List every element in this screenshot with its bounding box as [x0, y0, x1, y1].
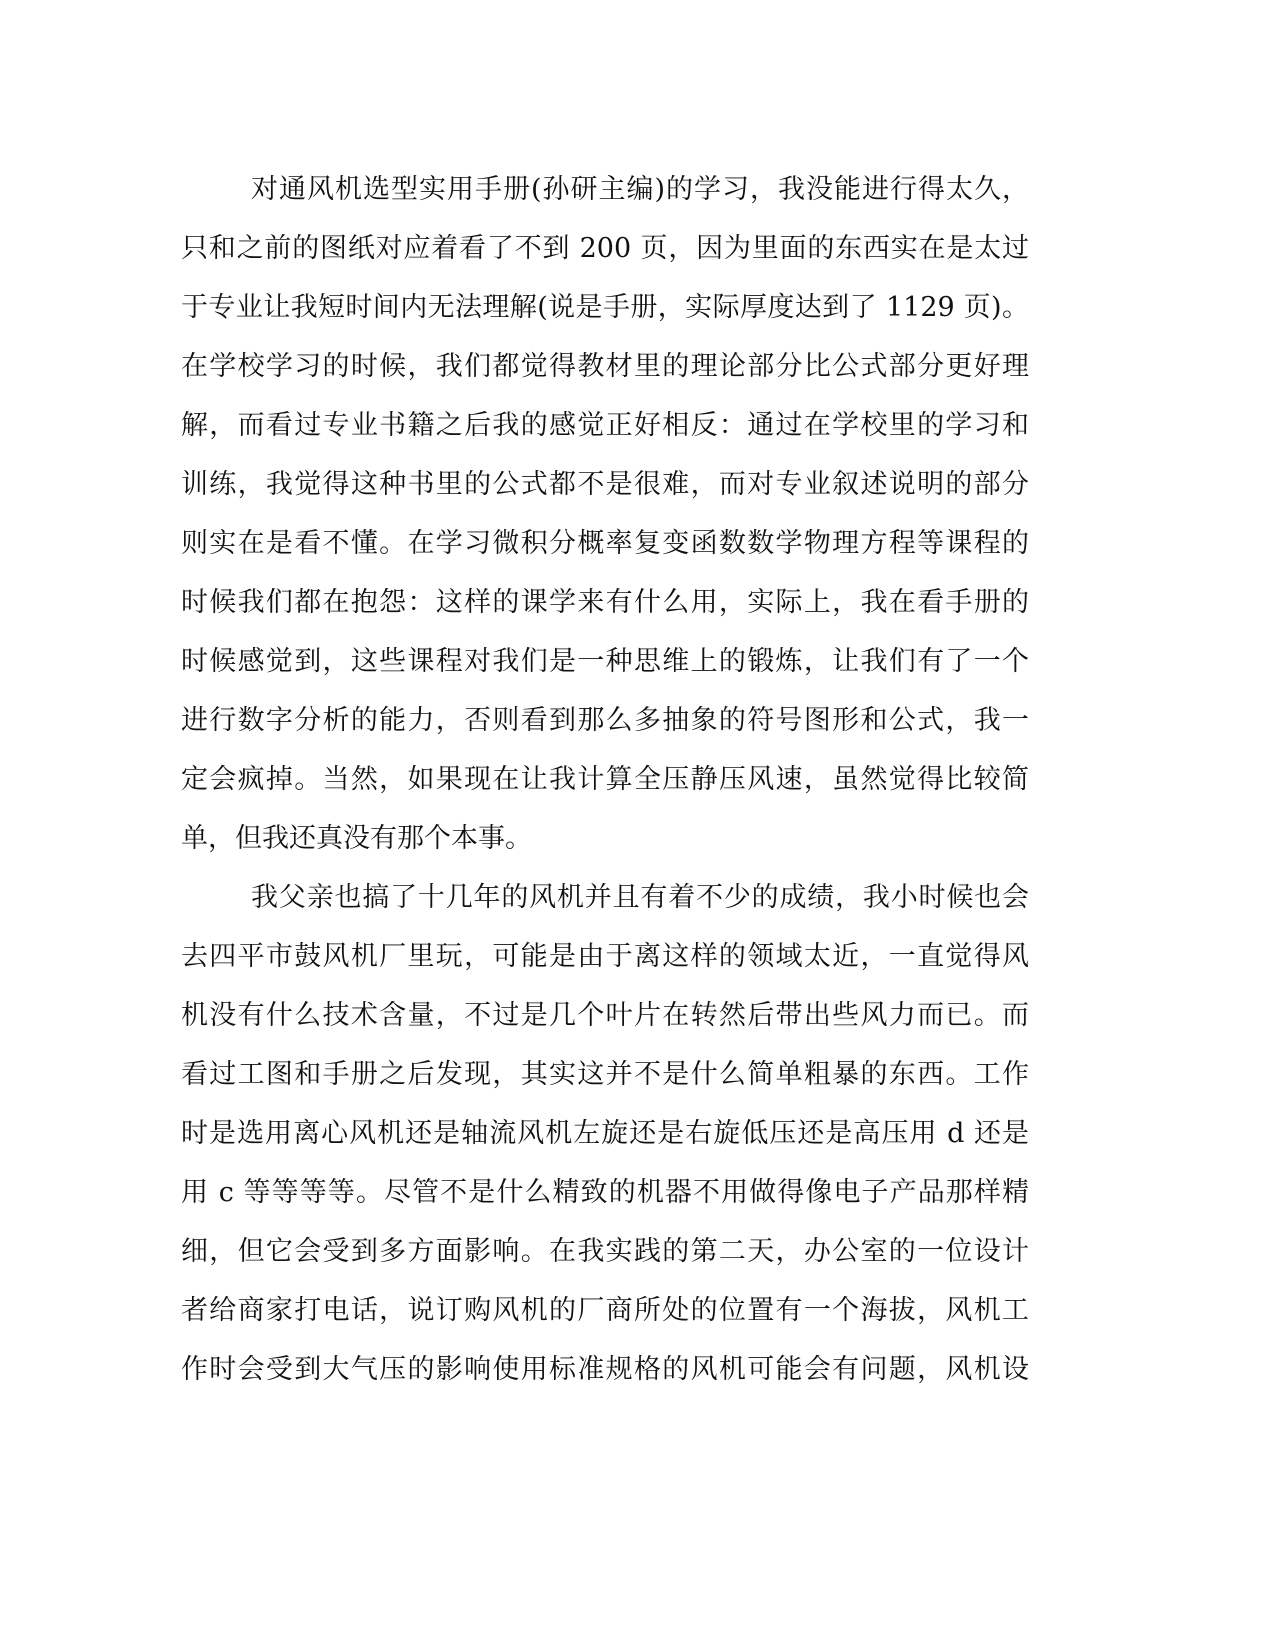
- paragraph-2: [181, 868, 1029, 1399]
- paragraph-1: [181, 160, 1029, 868]
- text-line: 进行数字分析的能力，否则看到那么多抽象的符号图形和公式，我一: [181, 705, 1029, 736]
- text-line: 于专业让我短时间内无法理解(说是手册，实际厚度达到了 1129 页)。: [181, 292, 1029, 323]
- text-line: 解，而看过专业书籍之后我的感觉正好相反：通过在学校里的学习和: [181, 410, 1029, 441]
- body-text: [181, 160, 1029, 1399]
- text-line: 只和之前的图纸对应着看了不到 200 页，因为里面的东西实在是太过: [181, 233, 1029, 264]
- text-line: 则实在是看不懂。在学习微积分概率复变函数数学物理方程等课程的: [181, 528, 1029, 559]
- text-line: 定会疯掉。当然，如果现在让我计算全压静压风速，虽然觉得比较简: [181, 764, 1029, 795]
- text-line: 在学校学习的时候，我们都觉得教材里的理论部分比公式部分更好理: [181, 351, 1029, 382]
- text-line: 时候感觉到，这些课程对我们是一种思维上的锻炼，让我们有了一个: [181, 646, 1029, 677]
- text-line: 时是选用离心风机还是轴流风机左旋还是右旋低压还是高压用 d 还是: [181, 1118, 1029, 1149]
- text-line: 时候我们都在抱怨：这样的课学来有什么用，实际上，我在看手册的: [181, 587, 1029, 618]
- text-line: 对通风机选型实用手册(孙研主编)的学习，我没能进行得太久，: [251, 174, 1029, 205]
- text-line: 者给商家打电话，说订购风机的厂商所处的位置有一个海拔，风机工: [181, 1295, 1029, 1326]
- text-line: 去四平市鼓风机厂里玩，可能是由于离这样的领域太近，一直觉得风: [181, 941, 1029, 972]
- text-line: 机没有什么技术含量，不过是几个叶片在转然后带出些风力而已。而: [181, 1000, 1029, 1031]
- text-line: 用 c 等等等等。尽管不是什么精致的机器不用做得像电子产品那样精: [181, 1177, 1029, 1208]
- text-line: 单，但我还真没有那个本事。: [181, 823, 532, 854]
- text-line: 细，但它会受到多方面影响。在我实践的第二天，办公室的一位设计: [181, 1236, 1029, 1267]
- text-line: 我父亲也搞了十几年的风机并且有着不少的成绩，我小时候也会: [251, 882, 1029, 913]
- text-line: 作时会受到大气压的影响使用标准规格的风机可能会有问题，风机设: [181, 1354, 1029, 1385]
- text-line: 看过工图和手册之后发现，其实这并不是什么简单粗暴的东西。工作: [181, 1059, 1029, 1090]
- text-line: 训练，我觉得这种书里的公式都不是很难，而对专业叙述说明的部分: [181, 469, 1029, 500]
